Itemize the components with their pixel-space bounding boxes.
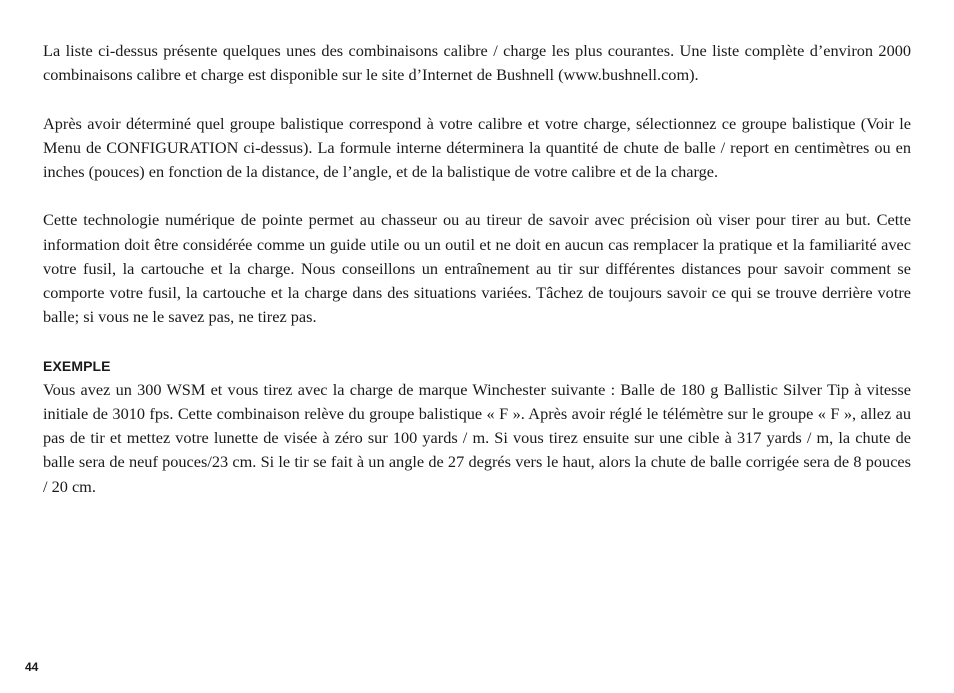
ballistic-group-paragraph: Après avoir déterminé quel groupe balistique correspond à votre calibre et votre charge, sélectionnez ce groupe balistique (Voir le Menu de CONFIGURATION ci-dessus). La formule interne déterminera la quantité de chute de balle / report en centimètres ou en inches (pouces) en fonction de la distance, de l’angle, et de la balistique de votre calibre et de la charge. [43, 113, 911, 181]
intro-paragraph: La liste ci-dessus présente quelques unes des combinaisons calibre / charge les plus courantes. Une liste complète d’environ 2000 combinaisons calibre et charge est disponible sur le site d’Internet de Bushnell (www.bushnell.com). [43, 41, 911, 85]
example-paragraph: Vous avez un 300 WSM et vous tirez avec la charge de marque Winchester suivante : Balle de 180 g Ballistic Silver Tip à vitesse initiale de 3010 fps. Cette combinaison relève du groupe balistique « F ». Après avoir réglé le télémètre sur le groupe « F », allez au pas de tir et mettez votre lunette de visée à zéro sur 100 yards / m. Si vous tirez ensuite sur une cible à 317 yards / m, la chute de balle sera de neuf pouces/23 cm. Si le tir se fait à un angle de 27 degrés vers le haut, alors la chute de balle corrigée sera de 8 pouces / 20 cm. [43, 379, 911, 496]
paragraph-spacer [43, 329, 911, 353]
example-heading: EXEMPLE [43, 357, 111, 374]
page-body [43, 39, 911, 499]
technology-paragraph: Cette technologie numérique de pointe permet au chasseur ou au tireur de savoir avec précision où viser pour tirer au but. Cette information doit être considérée comme un guide utile ou un outil et ne doit en aucun cas remplacer la pratique et la familiarité avec votre fusil, la cartouche et la charge. Nous conseillons un entraînement au tir sur différentes distances pour savoir comment se comporte votre fusil, la cartouche et la charge dans des situations variées. Tâchez de toujours savoir ce qui se trouve derrière votre balle; si vous ne le savez pas, ne tirez pas. [43, 210, 911, 327]
paragraph-spacer [43, 184, 911, 208]
paragraph-spacer [43, 87, 911, 111]
page-number: 44 [25, 660, 39, 674]
